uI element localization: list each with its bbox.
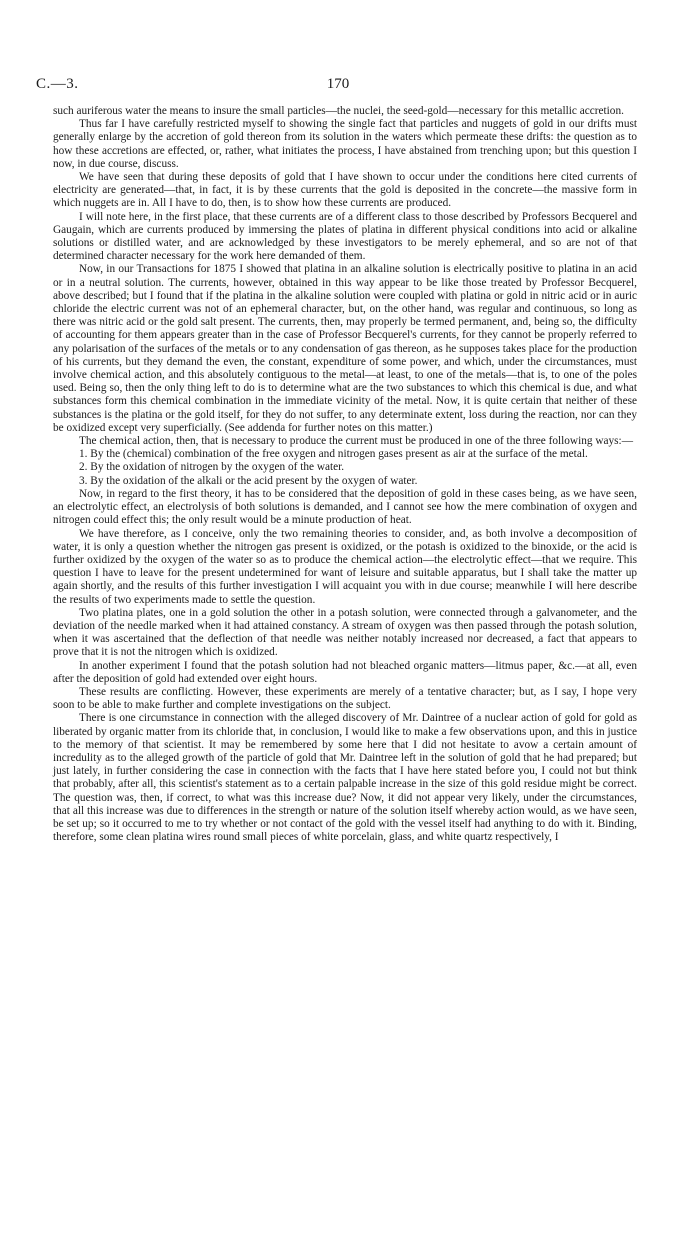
list-item: 1. By the (chemical) combination of the free oxygen and nitrogen gases present as air at the surface of the metal.	[79, 448, 588, 461]
paragraph: I will note here, in the first place, that these currents are of a different class to those described by Professors Becquerel and Gaugain, which are currents produced by immersing the plates of platina in different physical conditions into acid or alkaline solutions or distilled water, and are acknowledged by these investigators to be merely ephemeral, and so are not of that determined character necessary for the work here demanded of them.	[53, 210, 637, 263]
page-header	[36, 76, 640, 96]
list-item: 3. By the oxidation of the alkali or the acid present by the oxygen of water.	[79, 474, 418, 487]
paragraph: The chemical action, then, that is necessary to produce the current must be produced in one of the three following ways:—	[79, 435, 633, 448]
paragraph: We have therefore, as I conceive, only the two remaining theories to consider, and, as both involve a decomposition of water, it is only a question whether the nitrogen gas present is oxidized, or the potash is oxidized to the binoxide, or the acid is further oxidized by the oxygen of the water so as to produce the chemical action—the electrolytic effect—that we require. This question I have to leave for the present undetermined for want of leisure and suitable apparatus, but I shall take the matter up again shortly, and the results of this further investigation I will acquaint you with in due course; meanwhile I will here describe the results of two experiments made to settle the question.	[53, 527, 637, 606]
paragraph: In another experiment I found that the potash solution had not bleached organic matters—litmus paper, &c.—at all, even after the deposition of gold had extended over eight hours.	[53, 659, 637, 685]
paragraph: These results are conflicting. However, these experiments are merely of a tentative character; but, as I say, I hope very soon to be able to make further and complete investigations on the subject.	[53, 685, 637, 712]
paragraph: We have seen that during these deposits of gold that I have shown to occur under the conditions here cited currents of electricity are generated—that, in fact, it is by these currents that the gold is deposited in the concrete—the massive form in which nuggets are in. All I have to do, then, is to show how these currents are produced.	[53, 171, 637, 210]
page-number: 170	[326, 76, 350, 92]
paragraph: Now, in regard to the first theory, it has to be considered that the deposition of gold in these cases being, as we have seen, an electrolytic effect, an electrolysis of both solutions is demanded, and I cannot see how the mere combination of oxygen and nitrogen could effect this; the only result would be a minute production of heat.	[53, 487, 637, 527]
document-reference: C.—3.	[36, 76, 79, 92]
body-text	[53, 105, 637, 844]
numbered-list	[53, 448, 637, 488]
paragraph: There is one circumstance in connection with the alleged discovery of Mr. Daintree of a nuclear action of gold for gold as liberated by organic matter from its chloride that, in conclusion, I would like to make a few observations upon, and this in justice to the memory of that scientist. It may be remembered by some here that I did not hesitate to avow a certain amount of incredulity as to the alleged growth of the particle of gold that Mr. Daintree left in the solution of gold that he had prepared; but just lately, in further considering the case in connection with the facts that I have here stated before you, I could not but think that probably, after all, this scientist's statement as to a certain palpable increase in the size of this gold residue might be correct. The question was, then, if correct, to what was this increase due? Now, it did not appear very likely, under the circumstances, that all this increase was due to differences in the strength or nature of the solution itself whereby action would, as we have seen, be set up; so it occurred to me to try whether or not contact of the gold with the vessel itself had anything to do with it. Binding, therefore, some clean platina wires round small pieces of white porcelain, glass, and white quartz respectively, I	[53, 712, 637, 844]
list-item: 2. By the oxidation of nitrogen by the oxygen of the water.	[79, 461, 345, 474]
paragraph: such auriferous water the means to insure the small particles—the nuclei, the seed-gold—necessary for this metallic accretion.	[53, 105, 624, 117]
paragraph: Now, in our Transactions for 1875 I showed that platina in an alkaline solution is electrically positive to platina in an acid or in a neutral solution. The currents, however, obtained in this way appear to be like those treated by Professor Becquerel, above described; but I found that if the platina in the alkaline solution were coupled with platina or gold in nitric acid or in auric chloride the electric current was not of an ephemeral character, but, on the other hand, was regular and continuous, so long as there was nitric acid or the gold salt present. The currents, then, may properly be termed permanent, and, being so, the difficulty of accounting for them appears greater than in the case of Professor Becquerel's currents, for they cannot be properly referred to any polarisation of the surfaces of the metals or to any condensation of gas thereon, as he supposes takes place for the production of his currents, but they demand the even, the constant, expenditure of some power, and which, under the circumstances, must involve chemical action, and this absolutely contiguous to the metal—at least, to one of the metals—that is, to one of the poles used. Being so, then the only thing left to do is to determine what are the two substances to which this chemical is due, and what substances form this chemical combination in the immediate vicinity of the metal. Now, it is quite certain that neither of these substances is the platina or the gold itself, for they do not suffer, to any determinate extent, loss during the reaction, nor can they be oxidized except very superficially. (See addenda for further notes on this matter.)	[53, 263, 637, 434]
paragraph: Thus far I have carefully restricted myself to showing the single fact that particles and nuggets of gold in our drifts must generally enlarge by the accretion of gold thereon from its solution in the waters which permeate these drifts: the question as to how these accretions are effected, or, rather, what initiates the process, I have abstained from trenching upon; but this question I now, in due course, discuss.	[53, 118, 637, 170]
paragraph: Two platina plates, one in a gold solution the other in a potash solution, were connected through a galvanometer, and the deviation of the needle marked when it had attained constancy. A stream of oxygen was then passed through the potash solution, when it was ascertained that the deflection of that needle was neither notably increased nor decreased, a fact that appears to prove that it is not the nitrogen which is oxidized.	[53, 606, 637, 659]
